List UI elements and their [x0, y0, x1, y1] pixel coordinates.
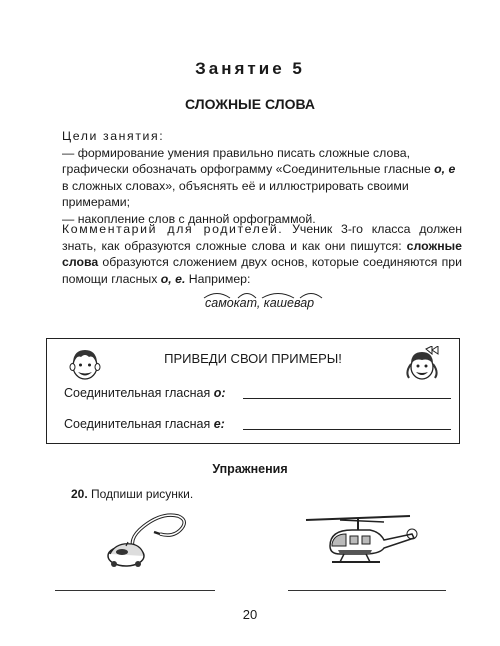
vowel-e-label: Соединительная гласная [64, 417, 214, 431]
task-number: 20. [71, 487, 88, 501]
vowel-e-letter: е: [213, 417, 225, 431]
goals-item-1-text: — формирование умения правильно писать сложные слова, графически обозначать орфограмму «Соединительные гласные [62, 145, 435, 176]
goals-vowels: о, е [434, 162, 456, 176]
page-number: 20 [242, 607, 258, 622]
vacuum-answer-line[interactable] [55, 590, 215, 591]
parents-text-2: образуются сложением двух основ, которые соединяются при помощи гласных [62, 255, 462, 286]
task-text: Подпиши рисунки. [87, 487, 194, 501]
goals-item-2: — накопление слов с данной орфограммой. [62, 211, 316, 226]
vowel-o-label: Соединительная гласная [64, 386, 214, 400]
example-words: самокат, кашевар [205, 296, 315, 310]
helicopter-answer-line[interactable] [288, 590, 446, 591]
lesson-title: Занятие 5 [195, 59, 305, 78]
vowel-o-row [64, 386, 226, 400]
parents-bold-term: сложные слова [62, 238, 462, 269]
parents-text-3: Например: [185, 271, 251, 286]
exercises-heading: Упражнения [212, 462, 288, 476]
task-20 [71, 487, 193, 501]
vowel-o-letter: о: [213, 386, 226, 400]
topic-title: СЛОЖНЫЕ СЛОВА [185, 96, 315, 112]
helicopter-icon [300, 512, 418, 572]
parents-comment [62, 221, 462, 287]
parents-heading: Комментарий для родителей. [62, 222, 284, 236]
goals-section [62, 128, 462, 227]
goals-heading: Цели занятия: [62, 129, 165, 143]
vowel-e-row [64, 417, 225, 431]
vowel-e-answer-line[interactable] [243, 429, 451, 430]
parents-text-1: Ученик 3-го класса должен знать, как образуются сложные слова и как они пишутся: [62, 222, 462, 253]
goals-item-1-text-end: в сложных словах», объяснять её и иллюстрировать своими примерами; [62, 178, 409, 209]
vacuum-cleaner-icon [100, 506, 190, 572]
box-title: ПРИВЕДИ СВОИ ПРИМЕРЫ! [164, 351, 342, 366]
parents-vowels: о, е. [160, 271, 186, 286]
vowel-o-answer-line[interactable] [243, 398, 451, 399]
